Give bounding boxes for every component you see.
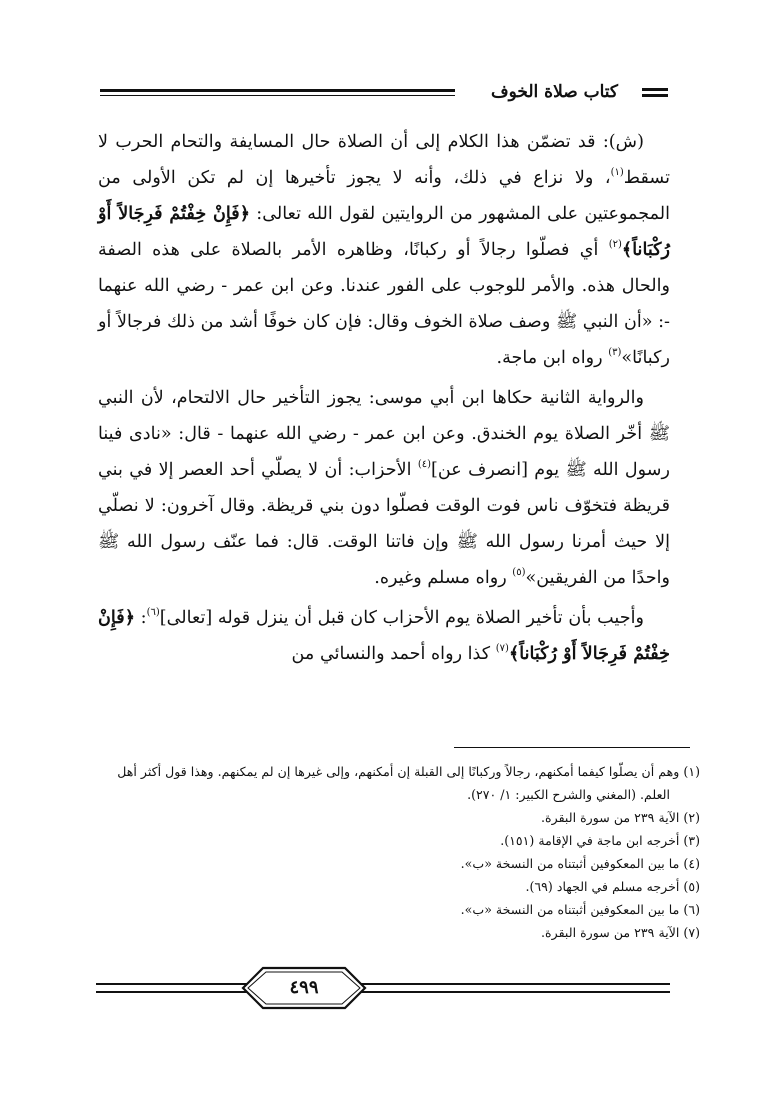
footnote-ref-7: (٧) [495, 643, 509, 654]
footer-rule [350, 991, 670, 993]
text-run: ، ولا نزاع في ذلك، وأنه لا يجوز تأخيرها إن لم تكن الأولى من المجموعتين على المشهور من الروايتين لقول الله تعالى: [98, 168, 670, 224]
text-run: كذا رواه أحمد والنسائي من [291, 644, 496, 664]
header-dash [642, 88, 668, 91]
text-run: رواه ابن ماجة. [496, 348, 609, 368]
footnote-7: (٧) الآية ٢٣٩ من سورة البقرة. [541, 925, 700, 940]
footnote-ref-4: (٤) [417, 459, 432, 470]
footnote-2: (٢) الآية ٢٣٩ من سورة البقرة. [541, 810, 700, 825]
footnote-6: (٦) ما بين المعكوفين أثبتناه من النسخة «ب». [460, 902, 700, 917]
footer-rule [96, 991, 258, 993]
header-rule-thin [100, 95, 455, 96]
chapter-title: كتاب صلاة الخوف [490, 82, 618, 102]
footnote-4: (٤) ما بين المعكوفين أثبتناه من النسخة «ب». [460, 856, 700, 871]
header-dash [642, 94, 668, 97]
running-header [100, 82, 668, 102]
page-number: ٤٩٩ [289, 977, 319, 998]
paragraph-2 [98, 380, 670, 596]
header-rule-thick [100, 89, 455, 92]
footnote-3: (٣) أخرجه ابن ماجة في الإقامة (١٥١). [500, 833, 700, 848]
text-run: رواه مسلم وغيره. [374, 568, 513, 588]
text-run: وأجيب بأن تأخير الصلاة يوم الأحزاب كان قبل أن ينزل قوله [تعالى] [159, 608, 644, 628]
footnote-ref-2: (٢) [608, 239, 622, 250]
footer-rule [96, 983, 258, 985]
paragraph-3 [98, 600, 670, 672]
footer-rule [350, 983, 670, 985]
text-run: : [135, 608, 147, 628]
footnote-ref-1: (١) [610, 167, 624, 178]
quran-quote-2: ﴿فَإِنْ خِفْتُمْ فَرِجَالاً أَوْ رُكْبَاناً﴾ [98, 607, 670, 664]
footnote-ref-3: (٣) [608, 347, 622, 358]
text-run: الأحزاب: أن لا يصلّي أحد العصر إلا في بني قريظة فتخوّف ناس فوت الوقت فصلّوا دون بني قريظة. وقال آخرون: لا نصلّي إلا حيث أمرنا رسول الله ﷺ وإن فاتنا الوقت. قال: فما عنّف رسول الله ﷺ واحدًا من الفريقين» [98, 460, 670, 588]
footnotes [98, 760, 700, 944]
footnote-separator [454, 747, 690, 748]
main-text [98, 124, 670, 672]
text-run: أي فصلّوا رجالاً أو ركبانًا، وظاهره الأمر بالصلاة على هذه الصفة والحال هذه. والأمر للوجوب على الفور عندنا. وعن ابن عمر - رضي الله عنهما -: «أن النبي ﷺ وصف صلاة الخوف وقال: فإن كان خوفًا أشد من ذلك فرجالاً أو ركبانًا» [98, 240, 670, 368]
quran-quote-1: ﴿فَإِنْ خِفْتُمْ فَرِجَالاً أَوْ رُكْبَاناً﴾ [98, 203, 670, 260]
footnote-ref-6: (٦) [146, 607, 160, 618]
page-footer [96, 966, 670, 1010]
footnote-ref-5: (٥) [512, 567, 526, 578]
text-run: والرواية الثانية حكاها ابن أبي موسى: يجوز التأخير حال الالتحام، لأن النبي ﷺ أخّر الصلاة يوم الخندق. وعن ابن عمر - رضي الله عنهما - قال: «نادى فينا رسول الله ﷺ يوم [انصرف عن] [98, 388, 670, 480]
footnote-5: (٥) أخرجه مسلم في الجهاد (٦٩). [525, 879, 700, 894]
text-run: (ش): قد تضمّن هذا الكلام إلى أن الصلاة حال المسايفة والتحام الحرب لا تسقط [98, 132, 670, 188]
footnote-1: (١) وهم أن يصلّوا كيفما أمكنهم، رجالاً وركبانًا إلى القبلة إن أمكنهم، وإلى غيرها إن لم يمكنهم. وهذا قول أكثر أهل العلم. (المغني والشرح الكبير: ١/ ٢٧٠). [117, 764, 700, 802]
paragraph-1 [98, 124, 670, 376]
